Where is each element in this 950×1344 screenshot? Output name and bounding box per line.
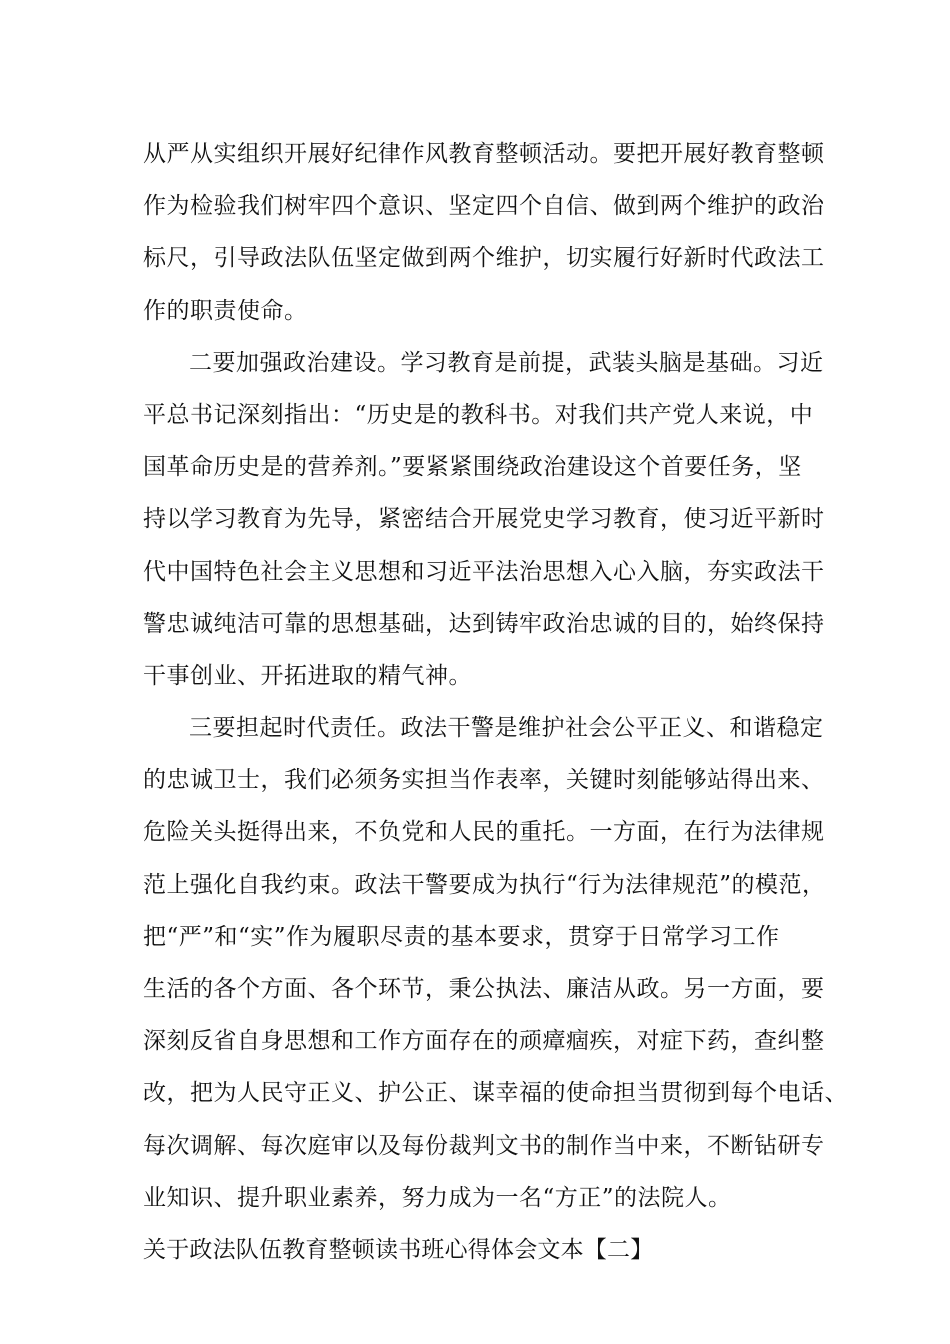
text-line: 从严从实组织开展好纪律作风教育整顿活动。要把开展好教育整顿 — [143, 141, 825, 167]
text-line: 的忠诚卫士，我们必须务实担当作表率，关键时刻能够站得出来、 — [143, 767, 825, 794]
paragraph-1 — [143, 128, 825, 337]
text-line: 平总书记深刻指出：“历史是的教科书。对我们共产党人来说，中 — [143, 401, 814, 428]
text-line: 持以学习教育为先导，紧密结合开展党史学习教育，使习近平新时 — [143, 506, 825, 533]
text-line: 作的职责使命。 — [143, 297, 308, 324]
text-line: 把“严”和“实”作为履职尽责的基本要求，贯穿于日常学习工作 — [143, 923, 780, 950]
text-line: 改，把为人民守正义、护公正、谋幸福的使命担当贯彻到每个电话、 — [143, 1080, 848, 1107]
text-line: 国革命历史是的营养剂。”要紧紧围绕政治建设这个首要任务，坚 — [143, 454, 802, 481]
text-line: 警忠诚纯洁可靠的思想基础，达到铸牢政治忠诚的目的，始终保持 — [143, 610, 825, 637]
text-line: 干事创业、开拓进取的精气神。 — [143, 662, 472, 689]
text-line: 代中国特色社会主义思想和习近平法治思想入心入脑，夯实政法干 — [143, 558, 825, 585]
text-line: 三要担起时代责任。政法干警是维护社会公平正义、和谐稳定 — [189, 715, 824, 742]
paragraph-3 — [143, 702, 848, 1224]
text-line: 危险关头挺得出来，不负党和人民的重托。一方面，在行为法律规 — [143, 819, 825, 846]
section-heading: 关于政法队伍教育整顿读书班心得体会文本【二】 — [143, 1236, 654, 1263]
text-line: 每次调解、每次庭审以及每份裁判文书的制作当中来，不断钻研专 — [143, 1132, 825, 1159]
text-line: 作为检验我们树牢四个意识、坚定四个自信、做到两个维护的政治 — [143, 193, 825, 220]
text-line: 二要加强政治建设。学习教育是前提，武装头脑是基础。习近 — [189, 349, 824, 376]
text-line: 范上强化自我约束。政法干警要成为执行“行为法律规范”的模范， — [143, 871, 826, 898]
document-body — [143, 128, 848, 1276]
text-line: 业知识、提升职业素养，努力成为一名“方正”的法院人。 — [143, 1184, 732, 1211]
text-line: 深刻反省自身思想和工作方面存在的顽瘴痼疾，对症下药，查纠整 — [143, 1028, 825, 1055]
text-line: 生活的各个方面、各个环节，秉公执法、廉洁从政。另一方面，要 — [143, 976, 825, 1002]
text-line: 标尺，引导政法队伍坚定做到两个维护，切实履行好新时代政法工 — [143, 245, 825, 272]
paragraph-2 — [143, 337, 825, 702]
